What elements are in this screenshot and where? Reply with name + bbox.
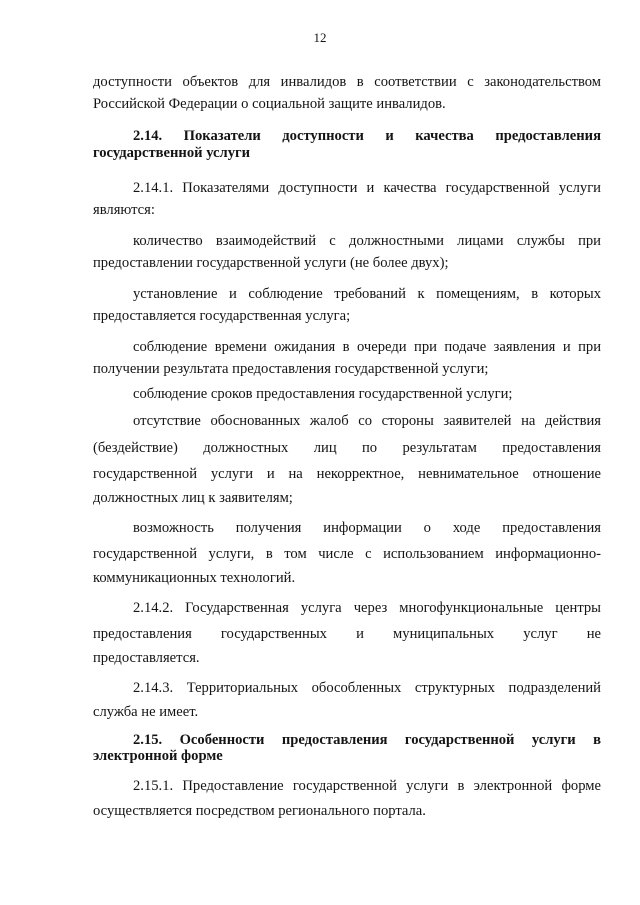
- paragraph-line: (бездействие) должностных лиц по результатам предоставления: [93, 440, 601, 456]
- paragraph-line: предоставлении государственной услуги (не более двух);: [93, 255, 449, 271]
- paragraph-line: Российской Федерации о социальной защите инвалидов.: [93, 96, 446, 112]
- paragraph-line: являются:: [93, 202, 155, 218]
- section-heading-line: государственной услуги: [93, 145, 251, 161]
- section-heading-line: 2.14. Показатели доступности и качества предоставления: [133, 128, 601, 144]
- paragraph-line: 2.15.1. Предоставление государственной услуги в электронной форме: [133, 778, 601, 794]
- paragraph-line: предоставляется государственная услуга;: [93, 308, 351, 324]
- paragraph-line: коммуникационных технологий.: [93, 570, 296, 586]
- paragraph-line: соблюдение сроков предоставления государственной услуги;: [133, 386, 513, 402]
- paragraph-line: предоставления государственных и муниципальных услуг не: [93, 626, 601, 642]
- paragraph-line: получении результата предоставления государственной услуги;: [93, 361, 489, 377]
- paragraph-line: 2.14.1. Показателями доступности и качества государственной услуги: [133, 180, 601, 196]
- paragraph-line: 2.14.3. Территориальных обособленных структурных подразделений: [133, 680, 601, 696]
- paragraph-line: количество взаимодействий с должностными лицами службы при: [133, 233, 601, 249]
- paragraph-line: доступности объектов для инвалидов в соответствии с законодательством: [93, 74, 601, 90]
- paragraph-line: возможность получения информации о ходе предоставления: [133, 520, 601, 536]
- paragraph-line: установление и соблюдение требований к помещениям, в которых: [133, 286, 601, 302]
- section-heading-line: 2.15. Особенности предоставления государственной услуги в: [133, 732, 601, 748]
- paragraph-line: предоставляется.: [93, 650, 200, 666]
- paragraph-line: должностных лиц к заявителям;: [93, 490, 293, 506]
- paragraph-line: государственной услуги, в том числе с использованием информационно-: [93, 546, 601, 562]
- paragraph-line: осуществляется посредством регионального портала.: [93, 803, 426, 819]
- paragraph-line: государственной услуги и на некорректное, невнимательное отношение: [93, 466, 601, 482]
- paragraph-line: соблюдение времени ожидания в очереди при подаче заявления и при: [133, 339, 601, 355]
- paragraph-line: отсутствие обоснованных жалоб со стороны заявителей на действия: [133, 413, 601, 429]
- paragraph-line: служба не имеет.: [93, 704, 199, 720]
- paragraph-line: 2.14.2. Государственная услуга через многофункциональные центры: [133, 600, 601, 616]
- section-heading-line: электронной форме: [93, 748, 223, 764]
- page-number: 12: [313, 30, 327, 45]
